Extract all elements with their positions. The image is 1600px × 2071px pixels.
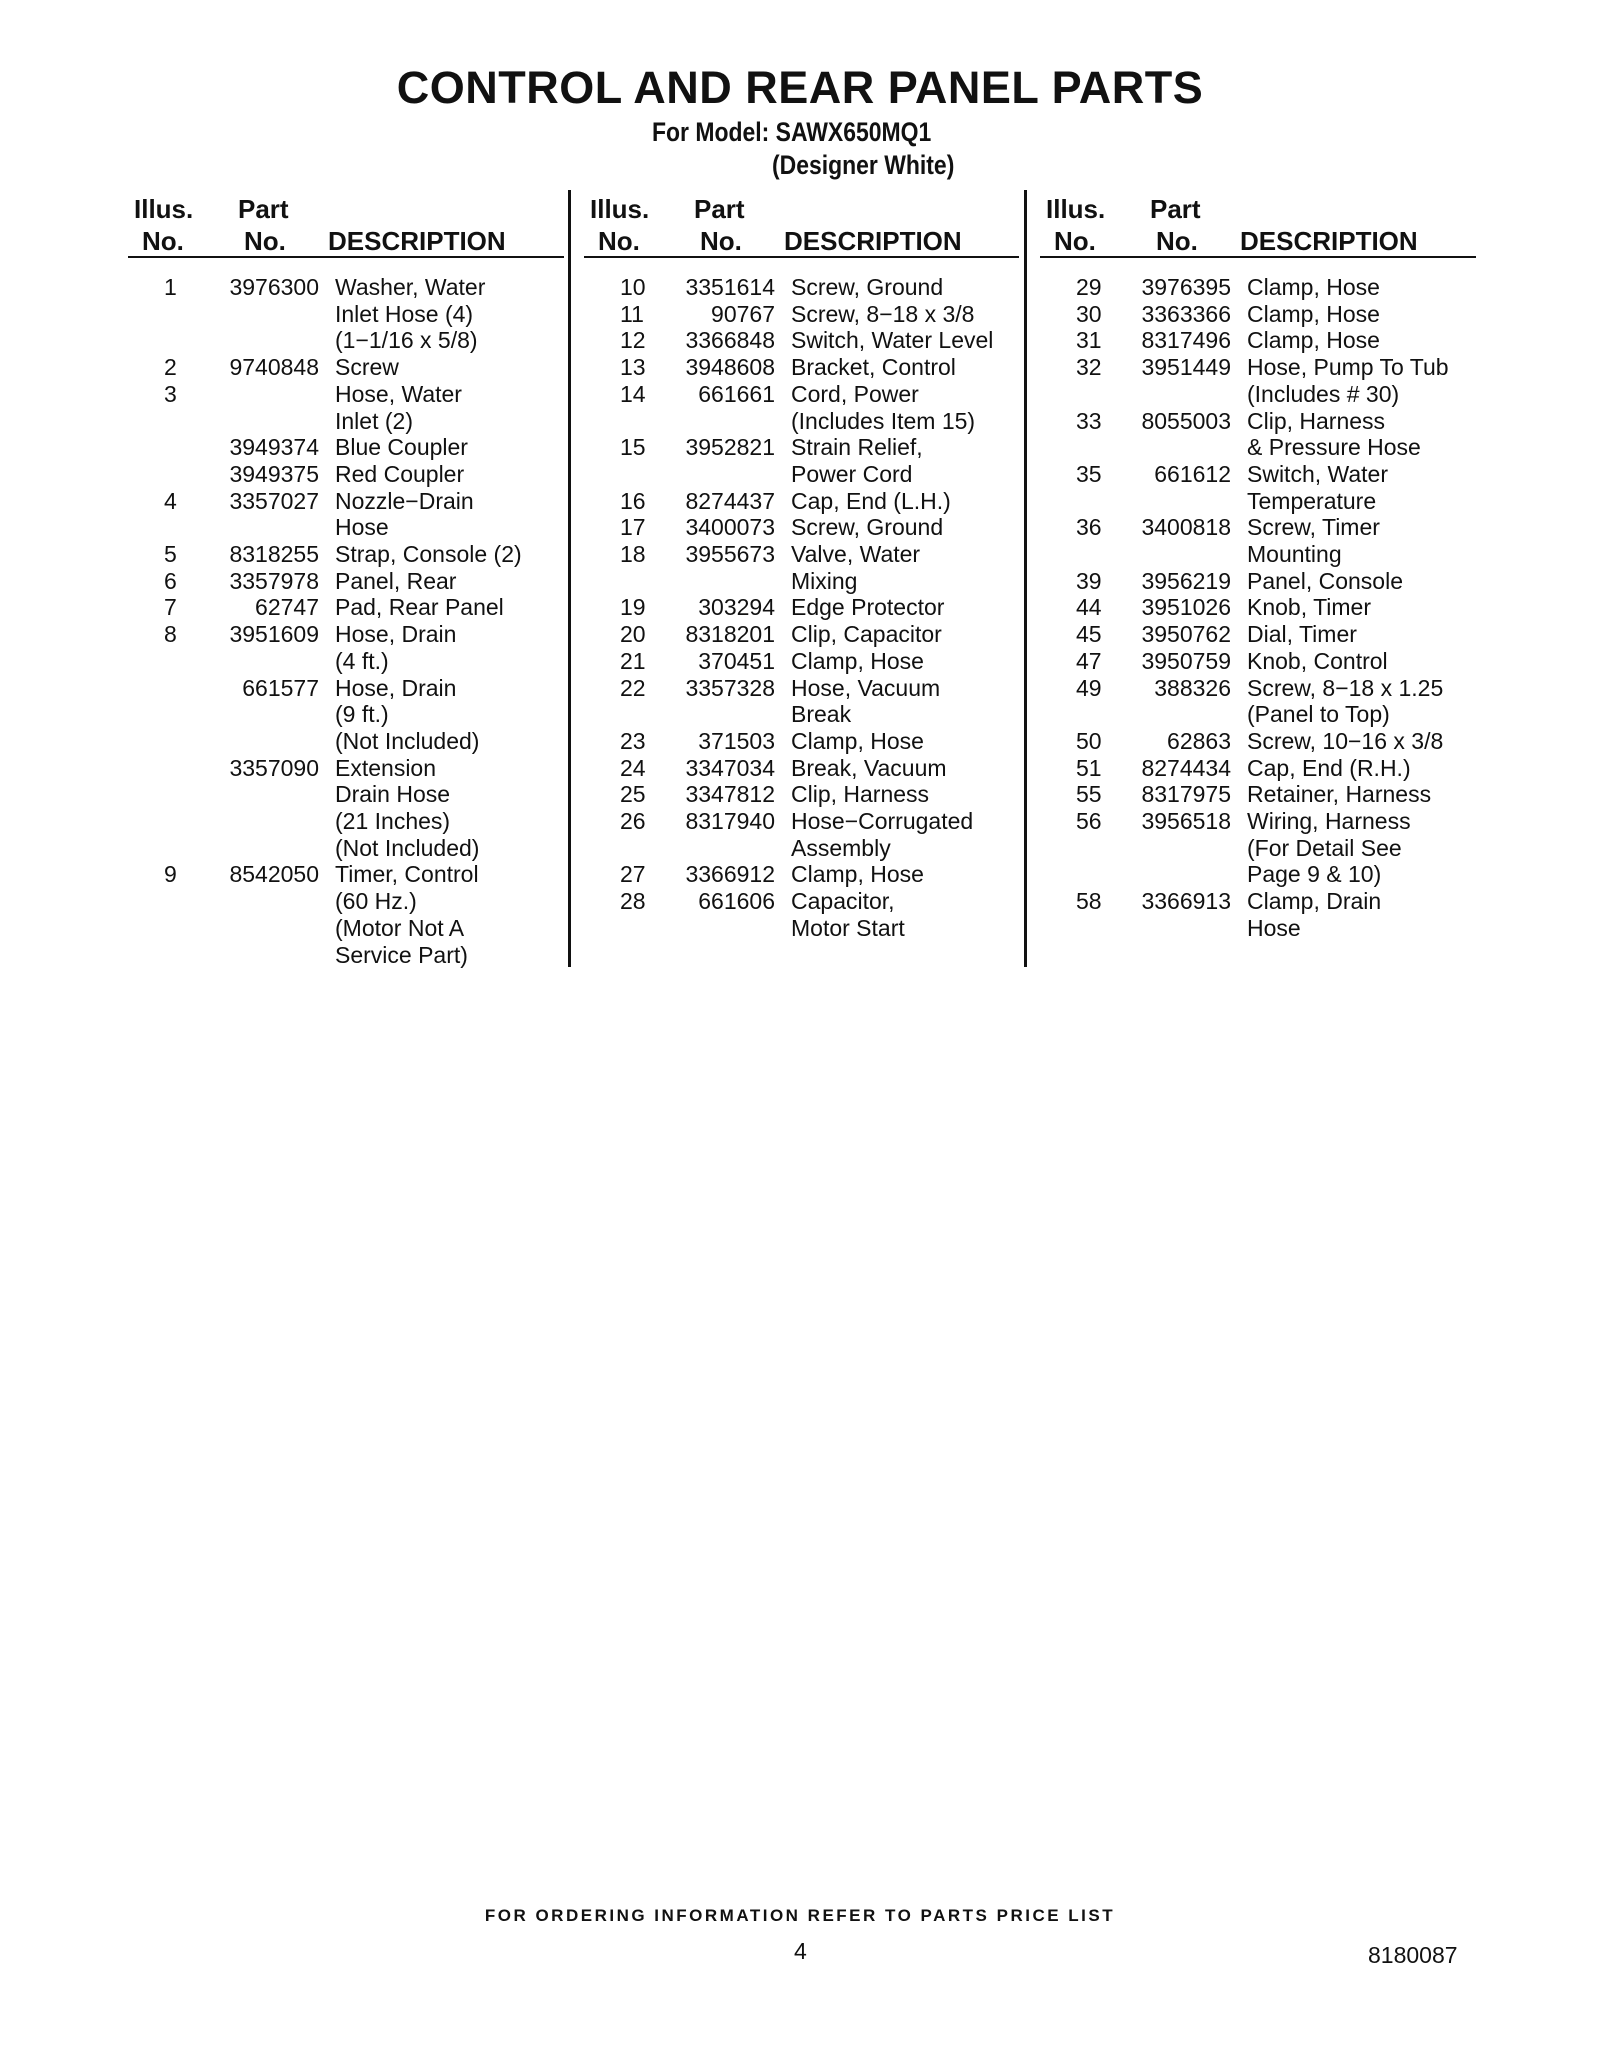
part-number: 3366848 [685, 327, 775, 354]
part-description: Clamp, Hose [791, 861, 924, 888]
part-number: 3976300 [229, 274, 319, 300]
document-number: 8180087 [1368, 1942, 1458, 1968]
part-number: 3357328 [685, 674, 775, 701]
part-description: Switch, Water Temperature [1247, 460, 1389, 514]
part-number: 3955673 [685, 541, 775, 568]
parts-row [584, 808, 1019, 861]
illus-number: 50 [1076, 727, 1102, 754]
part-number: 661577 [242, 674, 319, 701]
part-number: 3951026 [1141, 594, 1231, 621]
parts-row [128, 861, 564, 968]
part-description: Valve, Water Mixing [791, 541, 921, 594]
parts-row [1040, 728, 1476, 755]
illus-number: 18 [620, 541, 646, 568]
part-header-no: No. [1156, 226, 1198, 256]
parts-row [584, 594, 1019, 621]
illus-number: 47 [1076, 647, 1102, 674]
illus-number: 1 [164, 274, 177, 300]
parts-row [1040, 354, 1476, 407]
part-description: Clamp, Hose [791, 727, 924, 754]
part-number: 388326 [1154, 674, 1231, 701]
illus-number: 39 [1076, 567, 1102, 594]
illus-number: 13 [620, 354, 646, 381]
description-header: DESCRIPTION [784, 226, 962, 256]
parts-row [584, 274, 1019, 301]
parts-rows [1040, 274, 1476, 942]
illus-number: 44 [1076, 594, 1102, 621]
parts-row [584, 488, 1019, 515]
part-number: 661606 [698, 888, 775, 915]
parts-row [128, 621, 564, 674]
parts-row [1040, 461, 1476, 514]
parts-row [584, 327, 1019, 354]
illus-number: 11 [620, 300, 644, 327]
parts-row [128, 354, 564, 381]
parts-row [584, 381, 1019, 434]
part-description: Hose, Pump To Tub (Includes # 30) [1247, 354, 1449, 407]
parts-row [1040, 675, 1476, 728]
part-number: 8318255 [229, 541, 319, 568]
part-number: 3951609 [229, 621, 319, 648]
illus-number: 15 [620, 434, 646, 461]
part-number: 62863 [1167, 727, 1231, 754]
column-divider [1024, 190, 1027, 967]
parts-row [584, 434, 1019, 487]
part-number: 661661 [698, 380, 775, 407]
illus-number: 24 [620, 754, 646, 781]
parts-row [128, 488, 564, 541]
part-number: 3366913 [1141, 888, 1231, 915]
part-number: 8317975 [1141, 781, 1231, 808]
parts-row [128, 541, 564, 568]
illus-number: 27 [620, 861, 646, 888]
illus-number: 45 [1076, 621, 1102, 648]
parts-row [1040, 594, 1476, 621]
part-description: Cord, Power (Includes Item 15) [791, 380, 976, 434]
part-description: Hose−Corrugated Assembly [791, 808, 974, 861]
part-number: 3956219 [1141, 567, 1231, 594]
part-number: 8274434 [1141, 754, 1231, 781]
parts-row [584, 755, 1019, 782]
part-description: Cap, End (R.H.) [1247, 754, 1411, 781]
part-number: 3347812 [685, 781, 775, 808]
part-header-no: No. [700, 226, 742, 256]
part-description: Screw, Ground [791, 274, 944, 300]
illus-number: 3 [164, 380, 177, 407]
part-number: 3366912 [685, 861, 775, 888]
parts-row [1040, 274, 1476, 301]
part-number: 370451 [698, 647, 775, 674]
column-header [128, 190, 564, 258]
part-number: 303294 [698, 594, 775, 621]
illus-number: 25 [620, 781, 646, 808]
part-description: Dial, Timer [1247, 621, 1357, 648]
parts-row [1040, 808, 1476, 888]
part-description: Clip, Harness & Pressure Hose [1247, 407, 1421, 461]
illus-number: 30 [1076, 300, 1102, 327]
part-number: 3400818 [1141, 514, 1231, 541]
illus-number: 10 [620, 274, 646, 300]
part-description: Clamp, Hose [791, 647, 924, 674]
parts-row [1040, 408, 1476, 461]
parts-row [584, 621, 1019, 648]
parts-row [1040, 648, 1476, 675]
part-number: 8317496 [1141, 327, 1231, 354]
part-description: Clamp, Hose [1247, 327, 1380, 354]
illus-number: 33 [1076, 407, 1102, 434]
illus-number: 17 [620, 514, 646, 541]
part-number: 3351614 [685, 274, 775, 300]
part-description: Screw, 10−16 x 3/8 [1247, 727, 1444, 754]
part-number: 3347034 [685, 754, 775, 781]
illus-number: 20 [620, 621, 646, 648]
illus-number: 6 [164, 567, 177, 594]
part-number: 3357027 [229, 487, 319, 514]
illus-number: 56 [1076, 808, 1102, 835]
illus-number: 4 [164, 487, 177, 514]
parts-row [1040, 755, 1476, 782]
illus-number: 14 [620, 380, 646, 407]
part-number: 661612 [1154, 460, 1231, 487]
part-description: Timer, Control (60 Hz.) (Motor Not A Service Part) [335, 861, 479, 968]
parts-column-1 [128, 190, 564, 970]
parts-row [584, 648, 1019, 675]
illus-number: 19 [620, 594, 646, 621]
illus-number: 29 [1076, 274, 1102, 300]
illus-number: 16 [620, 487, 646, 514]
part-number: 3357978 [229, 567, 319, 594]
part-number: 3949374 [229, 434, 319, 461]
part-description: Nozzle−Drain Hose [335, 487, 474, 541]
part-description: Strain Relief, Power Cord [791, 434, 923, 487]
illus-header: Illus. [1046, 194, 1106, 224]
parts-row [1040, 568, 1476, 595]
edition-line: (Designer White) [772, 150, 955, 180]
part-number: 3952821 [685, 434, 775, 461]
parts-column-3 [1040, 190, 1476, 970]
part-description: Pad, Rear Panel [335, 594, 504, 621]
parts-row [584, 675, 1019, 728]
part-number: 8274437 [685, 487, 775, 514]
parts-row [584, 354, 1019, 381]
part-description: Extension Drain Hose (21 Inches) (Not Included) [335, 754, 480, 861]
parts-row [128, 675, 564, 755]
parts-row [584, 728, 1019, 755]
part-description: Switch, Water Level [791, 327, 994, 354]
part-description: Red Coupler [335, 460, 465, 487]
part-description: Clamp, Hose [1247, 274, 1380, 300]
part-description: Knob, Control [1247, 647, 1388, 674]
model-line: For Model: SAWX650MQ1 [652, 117, 932, 147]
part-description: Clamp, Hose [1247, 300, 1380, 327]
parts-row [1040, 301, 1476, 328]
part-number: 8317940 [685, 808, 775, 835]
illus-number: 36 [1076, 514, 1102, 541]
part-description: Bracket, Control [791, 354, 956, 381]
illus-header-no: No. [1054, 226, 1096, 256]
part-header: Part [694, 194, 745, 224]
parts-row [128, 755, 564, 862]
description-header: DESCRIPTION [1240, 226, 1418, 256]
parts-column-2 [584, 190, 1019, 970]
part-description: Washer, Water Inlet Hose (4) (1−1/16 x 5/8) [335, 274, 486, 354]
part-description: Capacitor, Motor Start [791, 888, 905, 941]
parts-row [128, 274, 564, 354]
part-number: 3950759 [1141, 647, 1231, 674]
illus-number: 28 [620, 888, 646, 915]
ordering-note: FOR ORDERING INFORMATION REFER TO PARTS PRICE LIST [484, 1906, 1116, 1925]
part-description: Screw [335, 354, 399, 381]
part-description: Blue Coupler [335, 434, 468, 461]
parts-row [128, 594, 564, 621]
part-description: Clamp, Drain Hose [1247, 888, 1382, 941]
parts-row [128, 568, 564, 595]
part-number: 371503 [698, 727, 775, 754]
part-number: 8318201 [685, 621, 775, 648]
illus-number: 8 [164, 621, 177, 648]
part-header: Part [1150, 194, 1201, 224]
parts-rows [128, 274, 564, 968]
part-description: Strap, Console (2) [335, 541, 522, 568]
part-number: 3956518 [1141, 808, 1231, 835]
part-description: Clip, Capacitor [791, 621, 942, 648]
illus-number: 9 [164, 861, 177, 888]
part-number: 3951449 [1141, 354, 1231, 381]
parts-row [584, 541, 1019, 594]
part-description: Break, Vacuum [791, 754, 947, 781]
illus-number: 49 [1076, 674, 1102, 701]
illus-number: 7 [164, 594, 177, 621]
illus-number: 23 [620, 727, 646, 754]
illus-number: 12 [620, 327, 646, 354]
part-description: Cap, End (L.H.) [791, 487, 951, 514]
illus-number: 22 [620, 674, 646, 701]
parts-row [584, 514, 1019, 541]
page-number: 4 [794, 1938, 807, 1964]
part-number: 62747 [255, 594, 319, 621]
parts-row [128, 381, 564, 434]
part-number: 3948608 [685, 354, 775, 381]
part-number: 3400073 [685, 514, 775, 541]
parts-row [128, 461, 564, 488]
parts-row [584, 888, 1019, 941]
illus-number: 21 [620, 647, 646, 674]
illus-number: 51 [1076, 754, 1102, 781]
parts-row [1040, 621, 1476, 648]
part-number: 3976395 [1141, 274, 1231, 300]
column-header [1040, 190, 1476, 258]
illus-header: Illus. [134, 194, 194, 224]
part-description: Edge Protector [791, 594, 945, 621]
parts-row [584, 301, 1019, 328]
illus-number: 32 [1076, 354, 1102, 381]
part-description: Clip, Harness [791, 781, 930, 808]
part-number: 90767 [711, 300, 775, 327]
illus-number: 58 [1076, 888, 1102, 915]
part-description: Panel, Rear [335, 567, 457, 594]
illus-number: 5 [164, 541, 177, 568]
parts-row [1040, 888, 1476, 941]
parts-row [1040, 781, 1476, 808]
parts-row [584, 781, 1019, 808]
illus-number: 55 [1076, 781, 1102, 808]
part-number: 3357090 [229, 754, 319, 781]
parts-row [1040, 327, 1476, 354]
illus-number: 31 [1076, 327, 1102, 354]
illus-number: 2 [164, 354, 177, 381]
part-header: Part [238, 194, 289, 224]
part-header-no: No. [244, 226, 286, 256]
part-description: Screw, 8−18 x 1.25 (Panel to Top) [1247, 674, 1444, 728]
part-description: Hose, Drain (9 ft.) (Not Included) [335, 674, 480, 754]
illus-header-no: No. [598, 226, 640, 256]
illus-header-no: No. [142, 226, 184, 256]
part-number: 8542050 [229, 861, 319, 888]
description-header: DESCRIPTION [328, 226, 506, 256]
illus-number: 26 [620, 808, 646, 835]
parts-rows [584, 274, 1019, 942]
part-description: Screw, Timer Mounting [1247, 514, 1380, 568]
part-number: 8055003 [1141, 407, 1231, 434]
part-description: Panel, Console [1247, 567, 1403, 594]
page-title: CONTROL AND REAR PANEL PARTS [396, 62, 1204, 113]
part-description: Retainer, Harness [1247, 781, 1432, 808]
part-number: 3950762 [1141, 621, 1231, 648]
part-description: Screw, 8−18 x 3/8 [791, 300, 975, 327]
parts-row [584, 861, 1019, 888]
part-description: Screw, Ground [791, 514, 944, 541]
part-description: Knob, Timer [1247, 594, 1371, 621]
part-number: 9740848 [229, 354, 319, 381]
column-header [584, 190, 1019, 258]
illus-header: Illus. [590, 194, 650, 224]
parts-row [128, 434, 564, 461]
column-divider [568, 190, 571, 967]
part-description: Hose, Drain (4 ft.) [335, 621, 457, 674]
part-description: Hose, Water Inlet (2) [335, 380, 462, 434]
part-number: 3363366 [1141, 300, 1231, 327]
illus-number: 35 [1076, 460, 1102, 487]
part-description: Hose, Vacuum Break [791, 674, 941, 728]
part-number: 3949375 [229, 460, 319, 487]
parts-row [1040, 514, 1476, 567]
part-description: Wiring, Harness (For Detail See Page 9 & 10) [1247, 808, 1411, 888]
